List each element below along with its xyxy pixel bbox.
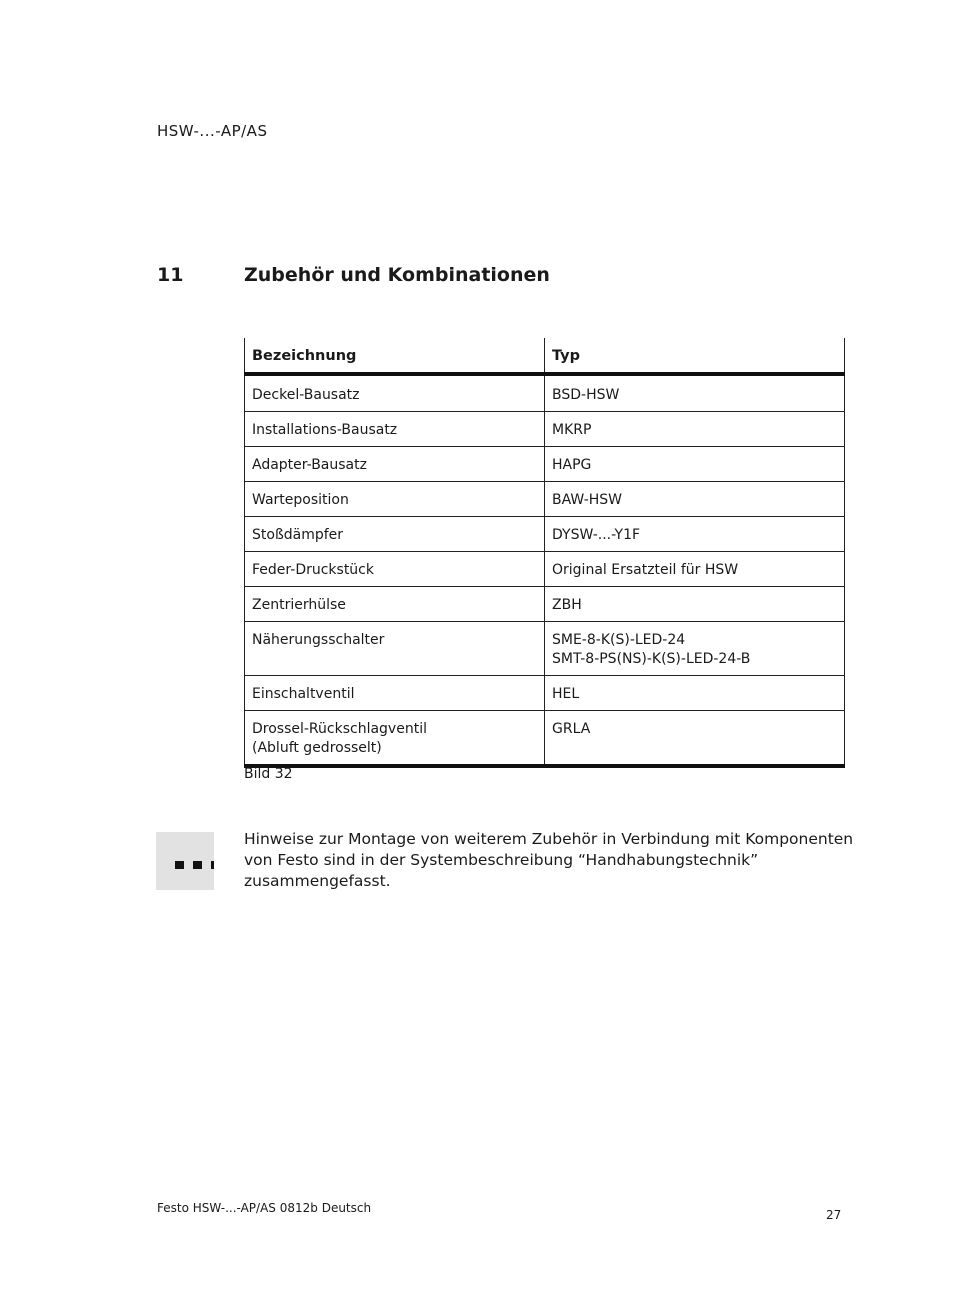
table-row xyxy=(245,552,845,587)
cell-bezeichnung xyxy=(245,517,545,552)
cell-bezeichnung xyxy=(245,622,545,676)
table-row xyxy=(245,587,845,622)
cell-text: SME-8-K(S)-LED-24 xyxy=(552,632,686,648)
cell-text: HEL xyxy=(552,686,580,702)
footer-document-info: Festo HSW-...-AP/AS 0812b Deutsch xyxy=(157,1201,372,1215)
table-row xyxy=(245,374,845,412)
cell-bezeichnung xyxy=(245,374,545,412)
section-title: Zubehör und Kombinationen xyxy=(244,264,550,286)
cell-text: Näherungsschalter xyxy=(252,632,385,648)
table-row xyxy=(245,517,845,552)
cell-text: Original Ersatzteil für HSW xyxy=(552,562,739,578)
section-number: 11 xyxy=(157,264,184,286)
column-header-typ: Typ xyxy=(545,338,845,374)
cell-text: Einschaltventil xyxy=(252,686,355,702)
note-icon-square xyxy=(175,861,184,869)
cell-text: Feder-Druckstück xyxy=(252,562,374,578)
cell-text: Stoßdämpfer xyxy=(252,527,344,543)
cell-typ xyxy=(545,412,845,447)
cell-typ xyxy=(545,552,845,587)
table-row xyxy=(245,482,845,517)
table-row xyxy=(245,711,845,767)
cell-text: DYSW-...-Y1F xyxy=(552,527,641,543)
cell-bezeichnung xyxy=(245,711,545,767)
cell-text: ZBH xyxy=(552,597,582,613)
cell-typ xyxy=(545,676,845,711)
cell-text: Adapter-Bausatz xyxy=(252,457,367,473)
table-row xyxy=(245,447,845,482)
note-icon-square xyxy=(193,861,202,869)
column-header-bezeichnung: Bezeichnung xyxy=(245,338,545,374)
accessories-table xyxy=(244,338,845,768)
note-icon-square xyxy=(211,861,214,869)
cell-text: Installations-Bausatz xyxy=(252,422,398,438)
cell-bezeichnung xyxy=(245,447,545,482)
document-code-header: HSW-...-AP/AS xyxy=(157,122,268,140)
cell-typ xyxy=(545,447,845,482)
cell-typ xyxy=(545,587,845,622)
cell-text: BAW-HSW xyxy=(552,492,622,508)
cell-bezeichnung xyxy=(245,552,545,587)
cell-bezeichnung xyxy=(245,412,545,447)
table-header-row xyxy=(245,338,845,374)
cell-text: (Abluft gedrosselt) xyxy=(252,740,382,756)
cell-bezeichnung xyxy=(245,676,545,711)
accessories-table-container xyxy=(244,338,844,768)
cell-typ xyxy=(545,517,845,552)
cell-text: HAPG xyxy=(552,457,592,473)
note-text: Hinweise zur Montage von weiterem Zubehör in Verbindung mit Komponenten von Festo sind in der Systembeschreibung “Handhabungstechnik” zusammengefasst. xyxy=(244,830,854,890)
table-body xyxy=(245,374,845,766)
cell-text: Zentrierhülse xyxy=(252,597,346,613)
note-icon xyxy=(156,832,214,890)
cell-typ xyxy=(545,374,845,412)
cell-text: Warteposition xyxy=(252,492,349,508)
cell-typ xyxy=(545,622,845,676)
cell-text: SMT-8-PS(NS)-K(S)-LED-24-B xyxy=(552,651,751,667)
table-row xyxy=(245,676,845,711)
figure-caption: Bild 32 xyxy=(244,766,293,782)
cell-text: GRLA xyxy=(552,721,591,737)
cell-text: BSD-HSW xyxy=(552,387,620,403)
cell-text: MKRP xyxy=(552,422,592,438)
cell-bezeichnung xyxy=(245,482,545,517)
page-number: 27 xyxy=(826,1208,842,1222)
table-row xyxy=(245,622,845,676)
cell-typ xyxy=(545,711,845,767)
cell-text: Drossel-Rückschlagventil xyxy=(252,721,427,737)
table-row xyxy=(245,412,845,447)
cell-typ xyxy=(545,482,845,517)
cell-text: Deckel-Bausatz xyxy=(252,387,360,403)
cell-bezeichnung xyxy=(245,587,545,622)
